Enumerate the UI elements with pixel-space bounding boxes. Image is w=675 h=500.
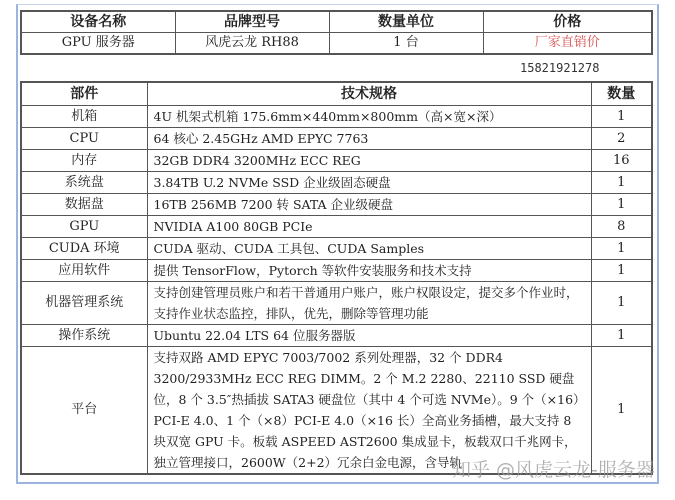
- spec-cell: 3.84TB U.2 NVMe SSD 企业级固态硬盘: [147, 172, 591, 194]
- part-cell: 数据盘: [21, 194, 147, 216]
- spec-cell: 支持创建管理员账户和若干普通用户账户，账户权限设定，提交多个作业时，支持作业状态监控，排队，优先，删除等管理功能: [147, 282, 591, 325]
- qty-cell: 1: [591, 282, 652, 325]
- part-cell: 操作系统: [21, 325, 147, 347]
- qty-cell: 1: [591, 172, 652, 194]
- spec-cell: 16TB 256MB 7200 转 SATA 企业级硬盘: [147, 194, 591, 216]
- contact-phone: 15821921278: [520, 61, 600, 75]
- header-part: 部件: [21, 82, 147, 106]
- table-row: [21, 238, 652, 260]
- unit: 1 台: [329, 33, 483, 55]
- qty-cell: 8: [591, 216, 652, 238]
- qty-cell: 1: [591, 194, 652, 216]
- qty-cell: 1: [591, 260, 652, 282]
- part-cell: 内存: [21, 150, 147, 172]
- part-cell: 系统盘: [21, 172, 147, 194]
- summary-table: [20, 10, 653, 55]
- part-cell: 机箱: [21, 106, 147, 128]
- header-price: 价格: [483, 11, 652, 33]
- header-device-name: 设备名称: [21, 11, 175, 33]
- part-cell: 应用软件: [21, 260, 147, 282]
- device-name: GPU 服务器: [21, 33, 175, 55]
- spec-cell: 提供 TensorFlow，Pytorch 等软件安装服务和技术支持: [147, 260, 591, 282]
- header-brand-model: 品牌型号: [175, 11, 329, 33]
- table-row: [21, 282, 652, 325]
- part-cell: CUDA 环境: [21, 238, 147, 260]
- spec-header-row: [21, 82, 652, 106]
- qty-cell: 16: [591, 150, 652, 172]
- table-row: [21, 106, 652, 128]
- spec-cell: NVIDIA A100 80GB PCIe: [147, 216, 591, 238]
- part-cell: 机器管理系统: [21, 282, 147, 325]
- part-cell: 平台: [21, 347, 147, 475]
- brand-model: 风虎云龙 RH88: [175, 33, 329, 55]
- part-cell: CPU: [21, 128, 147, 150]
- table-row: [21, 260, 652, 282]
- qty-cell: 1: [591, 347, 652, 475]
- table-row: [21, 150, 652, 172]
- spec-cell: 32GB DDR4 3200MHz ECC REG: [147, 150, 591, 172]
- qty-cell: 1: [591, 106, 652, 128]
- header-qty: 数量: [591, 82, 652, 106]
- qty-cell: 1: [591, 238, 652, 260]
- spec-cell: Ubuntu 22.04 LTS 64 位服务器版: [147, 325, 591, 347]
- table-row: [21, 128, 652, 150]
- spec-table: [20, 81, 653, 475]
- watermark: 知乎 @风虎云龙-服务器: [452, 459, 655, 481]
- table-row: [21, 172, 652, 194]
- part-cell: GPU: [21, 216, 147, 238]
- spec-cell: 4U 机架式机箱 175.6mm×440mm×800mm（高×宽×深）: [147, 106, 591, 128]
- qty-cell: 1: [591, 325, 652, 347]
- spec-cell: 支持双路 AMD EPYC 7003/7002 系列处理器，32 个 DDR4 3200/2933MHz ECC REG DIMM。2 个 M.2 2280、22110 SSD 硬盘位，8 个 3.5″热插拔 SATA3 硬盘位（其中 4 个可选 NVMe）。9 个（×16）PCI-E 4.0、1 个（×8）PCI-E 4.0（×16 长）全高业务插槽，最大支持 8 块双宽 GPU 卡。板载 ASPEED AST2600 集成显卡，板载双口千兆网卡，独立管理接口，2600W（2+2）冗余白金电源，含导轨: [147, 347, 591, 475]
- price: 厂家直销价: [483, 33, 652, 55]
- spec-cell: CUDA 驱动、CUDA 工具包、CUDA Samples: [147, 238, 591, 260]
- table-row: [21, 216, 652, 238]
- summary-data-row: [21, 33, 652, 55]
- header-spec: 技术规格: [147, 82, 591, 106]
- table-row: [21, 325, 652, 347]
- summary-header-row: [21, 11, 652, 33]
- qty-cell: 2: [591, 128, 652, 150]
- spec-cell: 64 核心 2.45GHz AMD EPYC 7763: [147, 128, 591, 150]
- header-unit: 数量单位: [329, 11, 483, 33]
- table-row: [21, 194, 652, 216]
